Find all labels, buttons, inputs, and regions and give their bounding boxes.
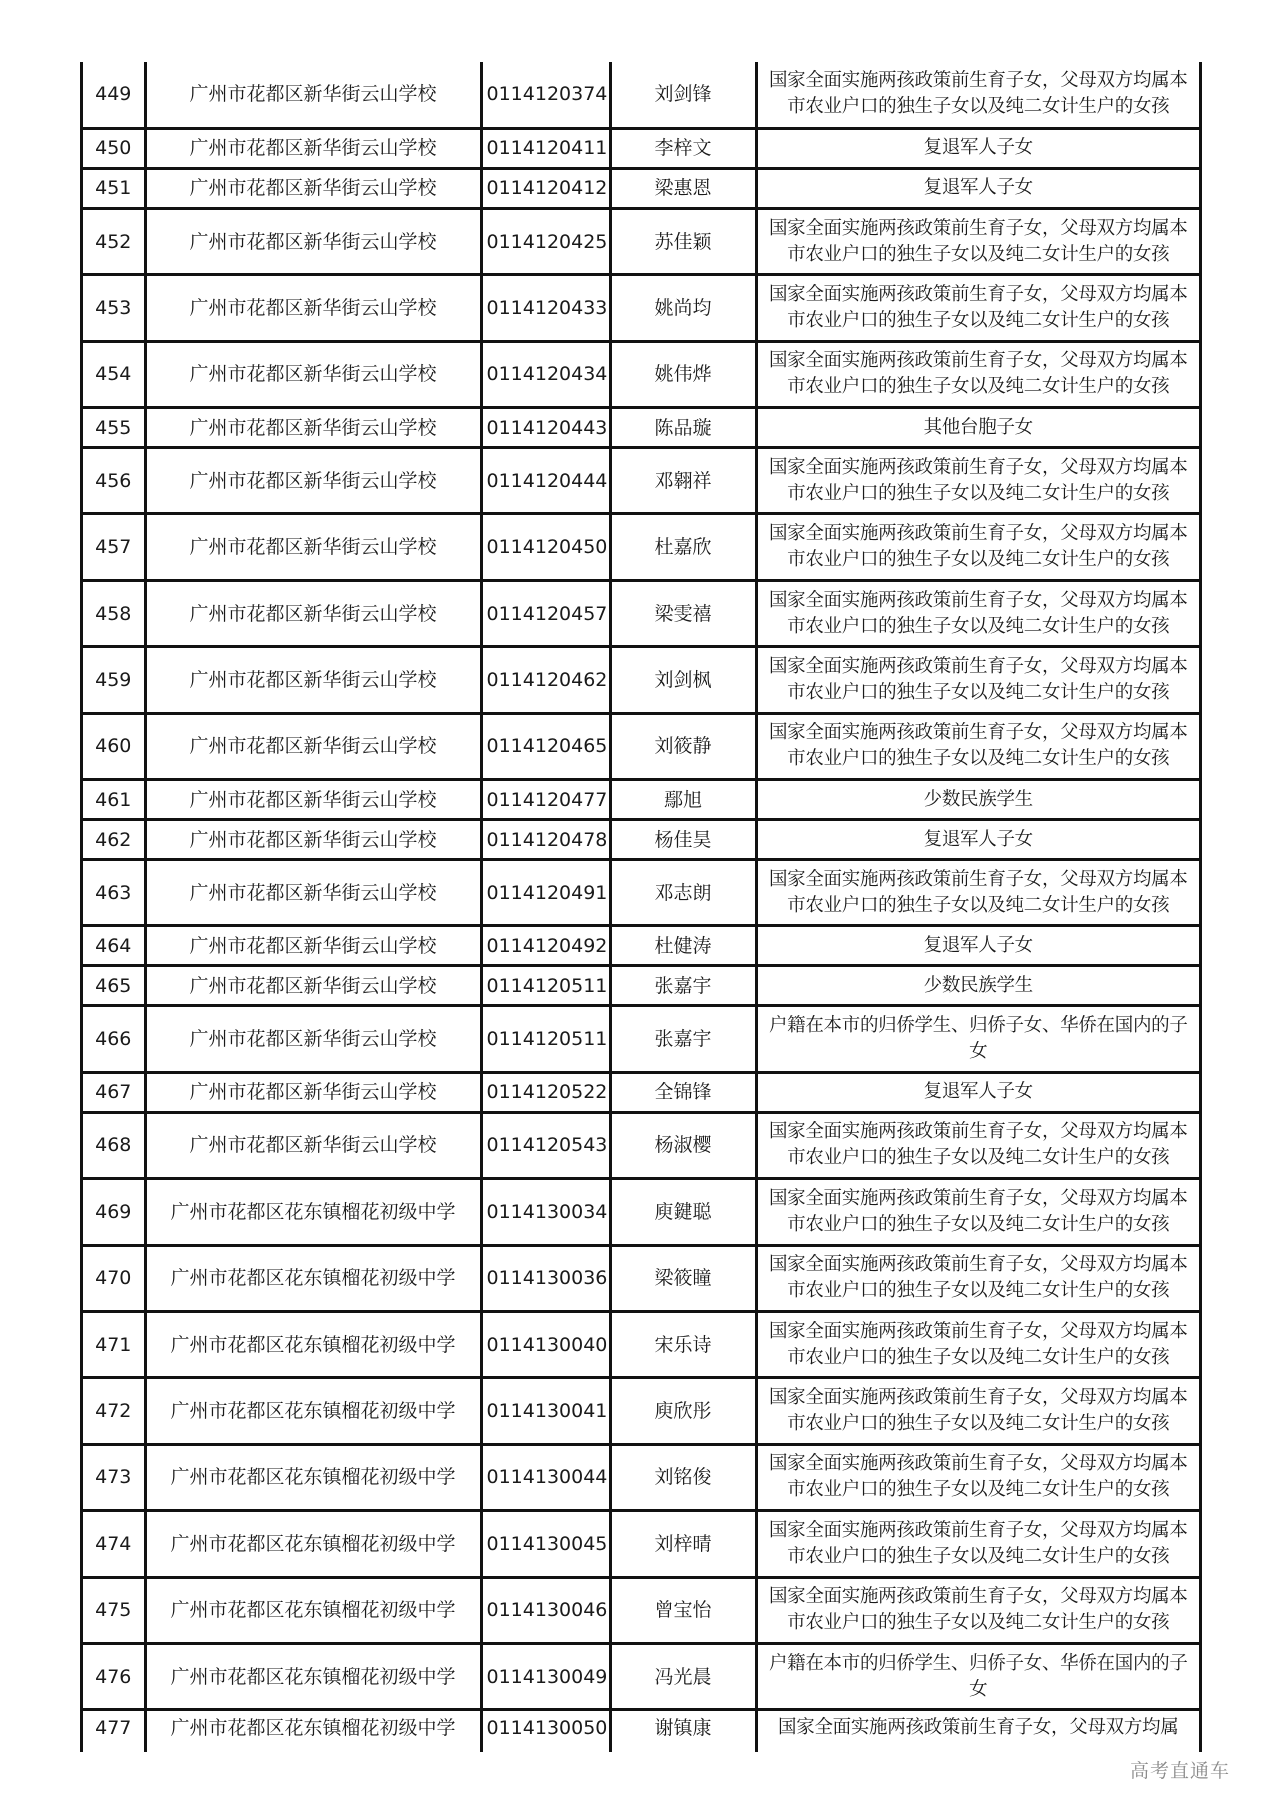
student-id: 0114120465 (481, 713, 610, 779)
row-number: 472 (83, 1378, 145, 1444)
table-row (83, 647, 1199, 713)
student-id: 0114120433 (481, 275, 610, 341)
admission-category: 国家全面实施两孩政策前生育子女，父母双方均属本市农业户口的独生子女以及纯二女计生户的女孩 (756, 1112, 1199, 1178)
table-row (83, 1112, 1199, 1178)
admission-category: 国家全面实施两孩政策前生育子女，父母双方均属本市农业户口的独生子女以及纯二女计生户的女孩 (756, 580, 1199, 646)
student-name: 刘剑枫 (610, 647, 756, 713)
row-number: 474 (83, 1511, 145, 1577)
student-name: 姚伟烨 (610, 341, 756, 407)
school-name: 广州市花都区新华街云山学校 (145, 647, 481, 713)
school-name: 广州市花都区新华街云山学校 (145, 713, 481, 779)
student-id: 0114120462 (481, 647, 610, 713)
school-name: 广州市花都区新华街云山学校 (145, 580, 481, 646)
table-row (83, 1245, 1199, 1311)
admission-category: 国家全面实施两孩政策前生育子女，父母双方均属本市农业户口的独生子女以及纯二女计生户的女孩 (756, 62, 1199, 128)
student-name: 全锦锋 (610, 1072, 756, 1112)
row-number: 449 (95, 83, 132, 106)
student-list-table (83, 62, 1199, 1752)
student-name: 刘剑锋 (610, 62, 756, 128)
student-name: 曾宝怡 (610, 1577, 756, 1643)
row-number: 453 (83, 275, 145, 341)
admission-category: 复退军人子女 (756, 820, 1199, 860)
student-name: 邓翱祥 (610, 448, 756, 514)
student-name: 刘梓晴 (610, 1511, 756, 1577)
school-name: 广州市花都区花东镇榴花初级中学 (145, 1179, 481, 1245)
row-number: 469 (83, 1179, 145, 1245)
student-name: 宋乐诗 (610, 1311, 756, 1377)
admission-category: 少数民族学生 (756, 966, 1199, 1006)
student-id: 0114120450 (481, 514, 610, 580)
table-row (83, 168, 1199, 208)
admission-category: 国家全面实施两孩政策前生育子女，父母双方均属本市农业户口的独生子女以及纯二女计生户的女孩 (756, 341, 1199, 407)
school-name: 广州市花都区新华街云山学校 (145, 208, 481, 274)
school-name: 广州市花都区新华街云山学校 (145, 780, 481, 820)
table-row (83, 1511, 1199, 1577)
table-row (83, 1577, 1199, 1643)
admission-category: 少数民族学生 (756, 780, 1199, 820)
student-id: 0114130036 (481, 1245, 610, 1311)
student-id: 0114120443 (481, 408, 610, 448)
row-number: 477 (83, 1710, 145, 1752)
student-id: 0114120412 (481, 168, 610, 208)
school-name: 广州市花都区新华街云山学校 (145, 1112, 481, 1178)
student-id: 0114120491 (481, 860, 610, 926)
admission-category: 国家全面实施两孩政策前生育子女，父母双方均属本市农业户口的独生子女以及纯二女计生户的女孩 (756, 1378, 1199, 1444)
row-number: 458 (83, 580, 145, 646)
school-name: 广州市花都区花东镇榴花初级中学 (145, 1444, 481, 1510)
student-id: 0114120522 (481, 1072, 610, 1112)
row-number: 455 (83, 408, 145, 448)
school-name: 广州市花都区花东镇榴花初级中学 (145, 1710, 481, 1752)
admission-category: 国家全面实施两孩政策前生育子女，父母双方均属本市农业户口的独生子女以及纯二女计生户的女孩 (756, 448, 1199, 514)
student-name: 张嘉宇 (610, 1006, 756, 1072)
row-number: 461 (83, 780, 145, 820)
table-row (83, 926, 1199, 966)
row-number: 468 (83, 1112, 145, 1178)
student-id: 0114120477 (481, 780, 610, 820)
row-number: 460 (83, 713, 145, 779)
admission-category: 国家全面实施两孩政策前生育子女，父母双方均属本市农业户口的独生子女以及纯二女计生户的女孩 (756, 1245, 1199, 1311)
table-row (83, 1643, 1199, 1709)
school-name: 广州市花都区新华街云山学校 (145, 62, 481, 128)
school-name: 广州市花都区花东镇榴花初级中学 (145, 1643, 481, 1709)
table-row (83, 1072, 1199, 1112)
table-row (83, 128, 1199, 168)
school-name: 广州市花都区花东镇榴花初级中学 (145, 1378, 481, 1444)
student-id: 0114120457 (481, 580, 610, 646)
student-name: 刘筱静 (610, 713, 756, 779)
row-number: 464 (83, 926, 145, 966)
row-number: 467 (83, 1072, 145, 1112)
admission-category: 复退军人子女 (756, 926, 1199, 966)
table-row (83, 860, 1199, 926)
row-number: 456 (83, 448, 145, 514)
student-name: 梁惠恩 (610, 168, 756, 208)
table-row (83, 966, 1199, 1006)
table-row (83, 820, 1199, 860)
admission-category: 国家全面实施两孩政策前生育子女，父母双方均属本市农业户口的独生子女以及纯二女计生户的女孩 (756, 1311, 1199, 1377)
student-id: 0114120434 (481, 341, 610, 407)
student-id: 0114130041 (481, 1378, 610, 1444)
school-name: 广州市花都区新华街云山学校 (145, 966, 481, 1006)
student-name: 梁筱瞳 (610, 1245, 756, 1311)
student-name: 梁雯禧 (610, 580, 756, 646)
watermark: 高考直通车 (1130, 1760, 1231, 1782)
table-row (83, 1311, 1199, 1377)
admission-category: 户籍在本市的归侨学生、归侨子女、华侨在国内的子女 (756, 1006, 1199, 1072)
school-name: 广州市花都区花东镇榴花初级中学 (145, 1311, 481, 1377)
row-number: 473 (83, 1444, 145, 1510)
row-number: 462 (83, 820, 145, 860)
table-row (83, 1378, 1199, 1444)
student-id: 0114130044 (481, 1444, 610, 1510)
student-id: 0114130040 (481, 1311, 610, 1377)
row-number: 463 (83, 860, 145, 926)
student-id: 0114120478 (481, 820, 610, 860)
admission-category: 复退军人子女 (756, 168, 1199, 208)
school-name: 广州市花都区新华街云山学校 (145, 275, 481, 341)
student-id: 0114120374 (481, 62, 610, 128)
student-id: 0114120492 (481, 926, 610, 966)
school-name: 广州市花都区花东镇榴花初级中学 (145, 1577, 481, 1643)
student-name: 李梓文 (610, 128, 756, 168)
row-number: 465 (83, 966, 145, 1006)
table-row (83, 62, 1199, 128)
admission-category: 国家全面实施两孩政策前生育子女，父母双方均属本市农业户口的独生子女以及纯二女计生户的女孩 (756, 514, 1199, 580)
student-name: 张嘉宇 (610, 966, 756, 1006)
school-name: 广州市花都区新华街云山学校 (145, 341, 481, 407)
row-number: 475 (83, 1577, 145, 1643)
student-name: 姚尚均 (610, 275, 756, 341)
student-id: 0114130046 (481, 1577, 610, 1643)
student-name: 杜嘉欣 (610, 514, 756, 580)
student-name: 刘铭俊 (610, 1444, 756, 1510)
row-number: 454 (83, 341, 145, 407)
student-name: 苏佳颖 (610, 208, 756, 274)
student-name: 冯光晨 (610, 1643, 756, 1709)
school-name: 广州市花都区新华街云山学校 (145, 820, 481, 860)
school-name: 广州市花都区花东镇榴花初级中学 (145, 1511, 481, 1577)
student-name: 陈品璇 (610, 408, 756, 448)
admission-category: 国家全面实施两孩政策前生育子女，父母双方均属本市农业户口的独生子女以及纯二女计生户的女孩 (756, 1444, 1199, 1510)
row-number: 457 (83, 514, 145, 580)
school-name: 广州市花都区新华街云山学校 (145, 860, 481, 926)
table-body (83, 62, 1199, 1752)
table-row (83, 514, 1199, 580)
table-row (83, 1444, 1199, 1510)
table-row (83, 275, 1199, 341)
admission-category: 国家全面实施两孩政策前生育子女，父母双方均属本市农业户口的独生子女以及纯二女计生户的女孩 (756, 275, 1199, 341)
row-number: 466 (83, 1006, 145, 1072)
admission-category: 国家全面实施两孩政策前生育子女，父母双方均属本市农业户口的独生子女以及纯二女计生户的女孩 (756, 208, 1199, 274)
student-table-container (80, 62, 1202, 1752)
row-number: 470 (83, 1245, 145, 1311)
admission-category: 国家全面实施两孩政策前生育子女，父母双方均属本市农业户口的独生子女以及纯二女计生户的女孩 (756, 713, 1199, 779)
table-row (83, 408, 1199, 448)
table-row (83, 713, 1199, 779)
row-number: 452 (83, 208, 145, 274)
table-row (83, 1006, 1199, 1072)
school-name: 广州市花都区新华街云山学校 (145, 514, 481, 580)
student-id: 0114130045 (481, 1511, 610, 1577)
student-name: 鄢旭 (610, 780, 756, 820)
row-number: 471 (83, 1311, 145, 1377)
table-row (83, 1710, 1199, 1752)
table-row (83, 341, 1199, 407)
student-name: 杨淑樱 (610, 1112, 756, 1178)
admission-category: 国家全面实施两孩政策前生育子女，父母双方均属本市农业户口的独生子女以及纯二女计生户的女孩 (756, 647, 1199, 713)
table-row (83, 580, 1199, 646)
student-id: 0114120543 (481, 1112, 610, 1178)
school-name: 广州市花都区新华街云山学校 (145, 1006, 481, 1072)
admission-category: 国家全面实施两孩政策前生育子女，父母双方均属 (756, 1710, 1199, 1752)
student-id: 0114130050 (481, 1710, 610, 1752)
student-id: 0114120444 (481, 448, 610, 514)
student-id: 0114120425 (481, 208, 610, 274)
school-name: 广州市花都区新华街云山学校 (145, 128, 481, 168)
table-row (83, 780, 1199, 820)
student-name: 庾欣彤 (610, 1378, 756, 1444)
admission-category: 国家全面实施两孩政策前生育子女，父母双方均属本市农业户口的独生子女以及纯二女计生户的女孩 (756, 1511, 1199, 1577)
student-name: 邓志朗 (610, 860, 756, 926)
student-id: 0114130034 (481, 1179, 610, 1245)
student-id: 0114130049 (481, 1643, 610, 1709)
admission-category: 复退军人子女 (756, 1072, 1199, 1112)
school-name: 广州市花都区新华街云山学校 (145, 168, 481, 208)
student-name: 庾鍵聪 (610, 1179, 756, 1245)
table-row (83, 448, 1199, 514)
school-name: 广州市花都区新华街云山学校 (145, 926, 481, 966)
table-row (83, 208, 1199, 274)
student-id: 0114120411 (481, 128, 610, 168)
admission-category: 国家全面实施两孩政策前生育子女，父母双方均属本市农业户口的独生子女以及纯二女计生户的女孩 (756, 1577, 1199, 1643)
admission-category: 复退军人子女 (756, 128, 1199, 168)
student-name: 杜健涛 (610, 926, 756, 966)
admission-category: 其他台胞子女 (756, 408, 1199, 448)
table-row (83, 1179, 1199, 1245)
admission-category: 国家全面实施两孩政策前生育子女，父母双方均属本市农业户口的独生子女以及纯二女计生户的女孩 (756, 860, 1199, 926)
student-name: 杨佳昊 (610, 820, 756, 860)
student-name: 谢镇康 (610, 1710, 756, 1752)
row-number: 450 (83, 128, 145, 168)
row-number: 476 (83, 1643, 145, 1709)
row-number: 451 (83, 168, 145, 208)
school-name: 广州市花都区新华街云山学校 (145, 1072, 481, 1112)
admission-category: 国家全面实施两孩政策前生育子女，父母双方均属本市农业户口的独生子女以及纯二女计生户的女孩 (756, 1179, 1199, 1245)
school-name: 广州市花都区花东镇榴花初级中学 (145, 1245, 481, 1311)
school-name: 广州市花都区新华街云山学校 (145, 448, 481, 514)
student-id: 0114120511 (481, 1006, 610, 1072)
student-id: 0114120511 (481, 966, 610, 1006)
admission-category: 户籍在本市的归侨学生、归侨子女、华侨在国内的子女 (756, 1643, 1199, 1709)
school-name: 广州市花都区新华街云山学校 (145, 408, 481, 448)
row-number: 459 (83, 647, 145, 713)
